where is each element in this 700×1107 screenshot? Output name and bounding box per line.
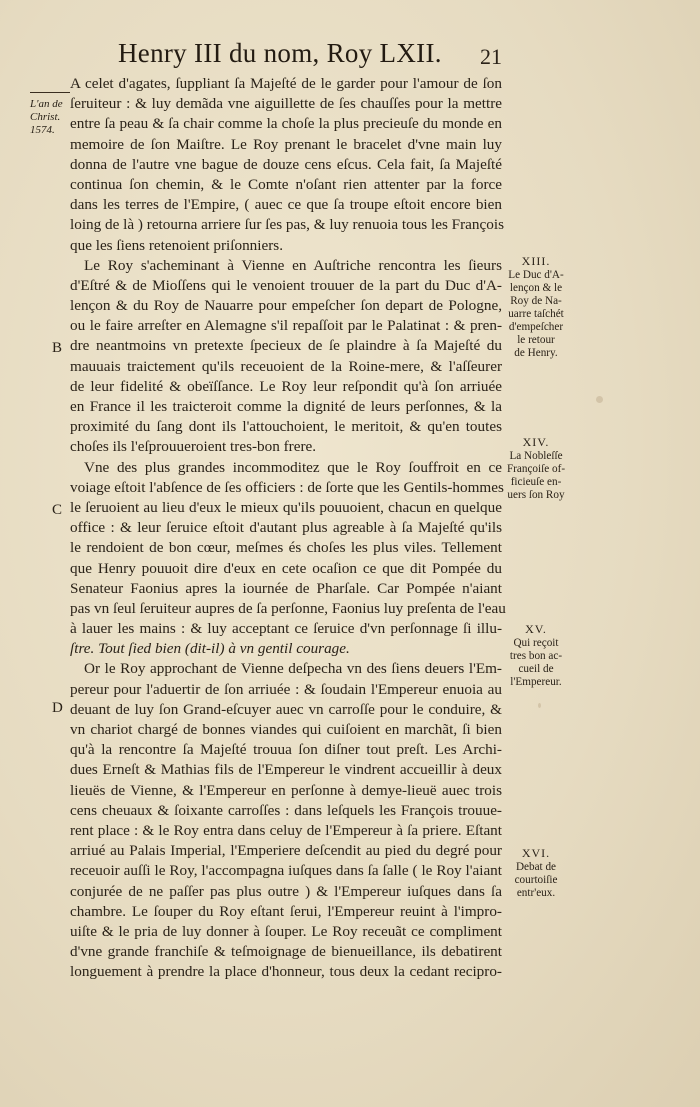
page-number: 21 xyxy=(480,44,502,69)
text-line: que Henry pouuoit dire d'eux en cete ocaſion ce que dit Pompée du xyxy=(70,559,502,577)
side-note-xiv xyxy=(505,436,567,502)
text-line: loing de là ) retourna arriere ſur ſes pas, & luy renuoia tous les François xyxy=(70,216,504,234)
text-line: qu'à la rencontre ſa Majeſté trouua ſon diſner tout preſt. Les Archi- xyxy=(70,741,502,759)
text-line: cens cheuaux & ſoixante carroſſes : dans leſquels les François trouue- xyxy=(70,801,502,819)
text-line: lençon & du Roy de Nauarre pour empeſcher ſon depart de Pologne, xyxy=(70,297,502,315)
text-line: pas vn ſeul ſeruiteur aupres de ſa perſonne, Faonius luy preſenta de l'eau xyxy=(70,599,506,617)
text-line: Le Roy s'acheminant à Vienne en Auſtriche rencontra les ſieurs xyxy=(84,256,502,274)
side-note-line: cueil de xyxy=(518,663,554,675)
side-note-number: XIV. xyxy=(522,435,550,449)
side-note-line: Roy de Na- xyxy=(510,295,562,307)
side-note-line: Françoiſe of- xyxy=(506,463,566,475)
text-line: d'vne grande franchiſe & teſmoignage de bienueillance, ils debatirent xyxy=(70,943,502,961)
side-note-line: l'Empereur. xyxy=(510,676,562,688)
section-letter-c: C xyxy=(52,502,63,518)
text-line: chambre. Le ſouper du Roy eſtant ſerui, l'Empereur reuint à l'impro- xyxy=(70,902,502,920)
text-line: dans les terres de l'Empire, ( auec ce que ſa troupe eſtoit encore bien xyxy=(70,196,502,214)
text-line: vn chariot chargé de bonnes viandes qui cuiſoient en marchãt, ſi bien xyxy=(70,721,502,738)
text-line: le rendoient de bon cœur, meſmes és choſes les plus viles. Tellement xyxy=(70,539,502,557)
running-title: Henry III du nom, Roy LXII. xyxy=(118,38,442,68)
text-line: Or le Roy approchant de Vienne deſpecha vn des ſiens deuers l'Em- xyxy=(84,660,502,678)
paper-stain xyxy=(538,703,541,708)
margin-year-line: L'an de xyxy=(30,98,63,110)
text-line-quote: ſtre. Tout ſied bien (dit-il) à vn gentil courage. xyxy=(70,640,350,658)
side-note-xvi xyxy=(505,847,567,900)
text-line: le ſeruoient au lieu d'eux le mieux qu'ils pouuoient, chacun en quelque xyxy=(70,498,502,516)
side-note-line: tres bon ac- xyxy=(509,650,563,662)
text-line: proximité du ſang dont ils l'attouchoient, le meritoit, & qu'en toutes xyxy=(70,418,502,436)
text-line: uiſte & le pria de luy donner à ſouper. Le Roy receuãt ce compliment xyxy=(70,922,502,940)
margin-rule xyxy=(30,92,70,93)
text-line: office : & leur ſeruice eſtoit d'autant plus agreable à ſa Majeſté qu'ils xyxy=(70,519,502,537)
side-note-line: entr'eux. xyxy=(516,887,556,899)
text-line: conjurée de ne paſſer pas plus outre ) & l'Empereur iuſques dans ſa xyxy=(70,882,502,900)
text-line: continua ſon chemin, & le Comte n'oſant rien attenter par la force xyxy=(70,175,502,193)
side-note-line: le retour xyxy=(517,334,555,346)
text-line: A celet d'agates, ſuppliant ſa Majeſté de le garder pour l'amour de ſon xyxy=(70,75,502,92)
text-line: arriué au Palais Imperial, l'Emperiere deſcendit au pied du degré pour xyxy=(70,842,502,860)
text-line: memoire de ſon Maiſtre. Le Roy prenant le bracelet d'vne main luy xyxy=(70,135,502,153)
side-note-number: XVI. xyxy=(521,846,551,860)
text-line: deuant de luy ſon Grand-eſcuyer auec vn carroſſe pour le conduire, & xyxy=(70,700,502,718)
side-note-line: uers ſon Roy xyxy=(507,489,565,501)
section-letter-d: D xyxy=(52,700,63,716)
margin-year-note xyxy=(30,98,72,137)
side-note-line: courtoiſie xyxy=(514,874,558,886)
side-note-number: XV. xyxy=(525,622,547,636)
margin-year-line: Christ. xyxy=(30,111,61,123)
main-text-column xyxy=(70,74,506,982)
text-line: lieuës de Vienne, & l'Empereur en perſonne à demye-lieuë auec trois xyxy=(70,781,502,799)
side-note-line: Qui reçoit xyxy=(513,637,559,649)
paper-stain xyxy=(596,396,603,403)
side-note-line: La Nobleſſe xyxy=(509,450,563,462)
text-line: dre neantmoins vn pretexte ſpecieux de ſe plaindre à ſa Majeſté du xyxy=(70,337,502,355)
text-line: ou le faire arreſter en Alemagne s'il repaſſoit par le Palatinat : & pren- xyxy=(70,317,502,335)
text-line: en France il les traicteroit comme la dignité de leurs perſonnes, & la xyxy=(70,398,502,415)
side-note-line: ficieuſe en- xyxy=(510,476,562,488)
side-note-number: XIII. xyxy=(521,254,551,268)
text-line: rent place : & le Roy entra dans celuy de l'Empereur à ſa priere. Eſtant xyxy=(70,821,502,839)
side-note-line: d'empeſcher xyxy=(508,321,564,333)
side-note-xiii xyxy=(505,255,567,360)
side-note-line: uarre taſchét xyxy=(508,308,564,320)
side-note-line: Le Duc d'A- xyxy=(508,269,564,281)
text-line: entre ſa peau & ſa chair comme la choſe la plus precieuſe du monde en xyxy=(70,115,502,133)
text-line: Senateur Faonius apres la iournée de Pharſale. Car Pompée n'aiant xyxy=(70,579,502,597)
text-line: ſeruiteur : & luy demãda vne aiguillette de ſes chauſſes pour la mettre xyxy=(70,95,502,113)
text-line: à lauer les mains : & luy acceptant ce ſeruice d'vn perſonnage ſi illu- xyxy=(70,620,502,638)
text-line: pereur pour l'aduertir de ſon arriuée : & ſoudain l'Empereur enuoia au xyxy=(70,680,502,698)
text-line: voiage eſtoit l'abſence de ſes officiers : de ſorte que les Gentils-hommes xyxy=(70,478,504,496)
text-line: dues Erneſt & Mathias fils de l'Empereur le vindrent accueillir à deux xyxy=(70,761,502,779)
text-line: d'Eſtré & de Mioſſens qui le venoient trouuer de la part du Duc d'A- xyxy=(70,276,502,294)
margin-year-line: 1574. xyxy=(30,124,55,136)
text-line: mauuais traictement qu'ils receuoient de la Roine-mere, & l'aſſeurer xyxy=(70,357,502,375)
text-line: que les ſiens retenoient priſonniers. xyxy=(70,236,283,254)
text-line: receuoir auſſi le Roy, l'accompagna iuſques dans ſa ſalle ( le Roy l'aiant xyxy=(70,862,502,880)
text-line: de leur fidelité & obeïſſance. Le Roy leur reſpondit qu'à ſon arriuée xyxy=(70,377,502,395)
side-note-line: Debat de xyxy=(515,861,557,873)
side-note-xv xyxy=(505,623,567,689)
text-line: Vne des plus grandes incommoditez que le Roy ſouffroit en ce xyxy=(84,458,502,476)
text-line: choſes ils l'eſprouueroient tres-bon frere. xyxy=(70,438,317,456)
text-line: donna de l'autre vne bague de douze cens eſcus. Cela fait, ſa Majeſté xyxy=(70,155,502,173)
side-note-line: de Henry. xyxy=(514,347,558,359)
text-line: longuement à prendre la place d'honneur, tous deux la cedant recipro- xyxy=(70,963,502,981)
section-letter-b: B xyxy=(52,340,63,356)
side-note-line: lençon & le xyxy=(509,282,563,294)
